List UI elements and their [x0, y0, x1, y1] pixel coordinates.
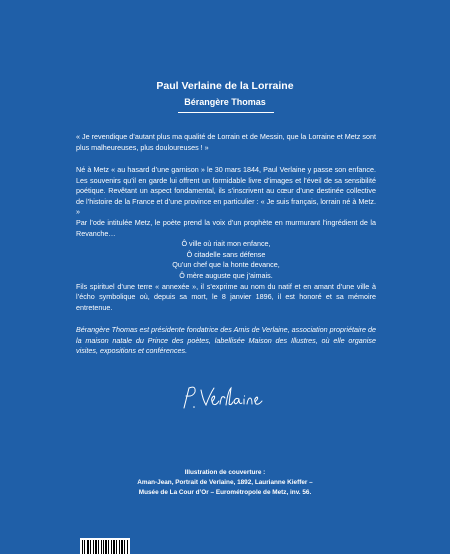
credits-line: Aman-Jean, Portrait de Verlaine, 1892, Laurianne Kieffer –: [137, 478, 313, 486]
biography: [76, 165, 376, 313]
poem-line: Qu’un chef que la honte devance,: [172, 260, 280, 270]
poem-line: Ô ville où riait mon enfance,: [181, 239, 271, 249]
verlaine-quote: « Je revendique d’autant plus ma qualité de Lorrain et de Messin, que la Lorraine et Metz sont plus malheureuses, plus douloureuses ! »: [76, 132, 376, 152]
credits-line: Musée de La Cour d’Or – Eurométropole de Metz, inv. 56.: [138, 488, 312, 496]
title-divider: [178, 112, 274, 113]
verlaine-signature: [176, 382, 268, 412]
cover-credits: [0, 468, 450, 497]
bio-paragraph-3: Fils spirituel d’une terre « annexée », il s’exprime au nom du natif et en amant d’une ville à l’écho symbolique où, depuis sa mort, le 8 janvier 1896, il est honoré et sa mémoire entretenue.: [76, 281, 376, 312]
author-note: Bérangère Thomas est présidente fondatrice des Amis de Verlaine, association propriétaire de la maison natale du Prince des poètes, labellisée Maison des Illustres, où elle organise visites, expositions et conférences.: [76, 325, 376, 356]
poem-line: Ô mère auguste que j’aimais.: [179, 270, 273, 280]
barcode: [80, 538, 130, 554]
bio-paragraph-2: Par l’ode intitulée Metz, le poète prend la voix d’un prophète en murmurant l’ingrédient de la Revanche…: [76, 217, 376, 238]
bio-paragraph-1: Né à Metz « au hasard d’une garnison » le 30 mars 1844, Paul Verlaine y passe son enfance. Les souvenirs qu’il en garde lui offrent un formidable livre d’images et l’éveil de sa sensibilité poétique. Revêtant un aspect fondamental, ils s’inscrivent au cœur d’une destinée collective de l’histoire de la France et d’une province en particulier : « Je suis français, lorrain né à Metz. »: [76, 165, 376, 217]
poem-line: Ô citadelle sans défense: [186, 249, 266, 259]
book-title: Paul Verlaine de la Lorraine: [156, 80, 294, 92]
book-author: Bérangère Thomas: [184, 97, 266, 107]
credits-heading: Illustration de couverture :: [184, 469, 266, 476]
